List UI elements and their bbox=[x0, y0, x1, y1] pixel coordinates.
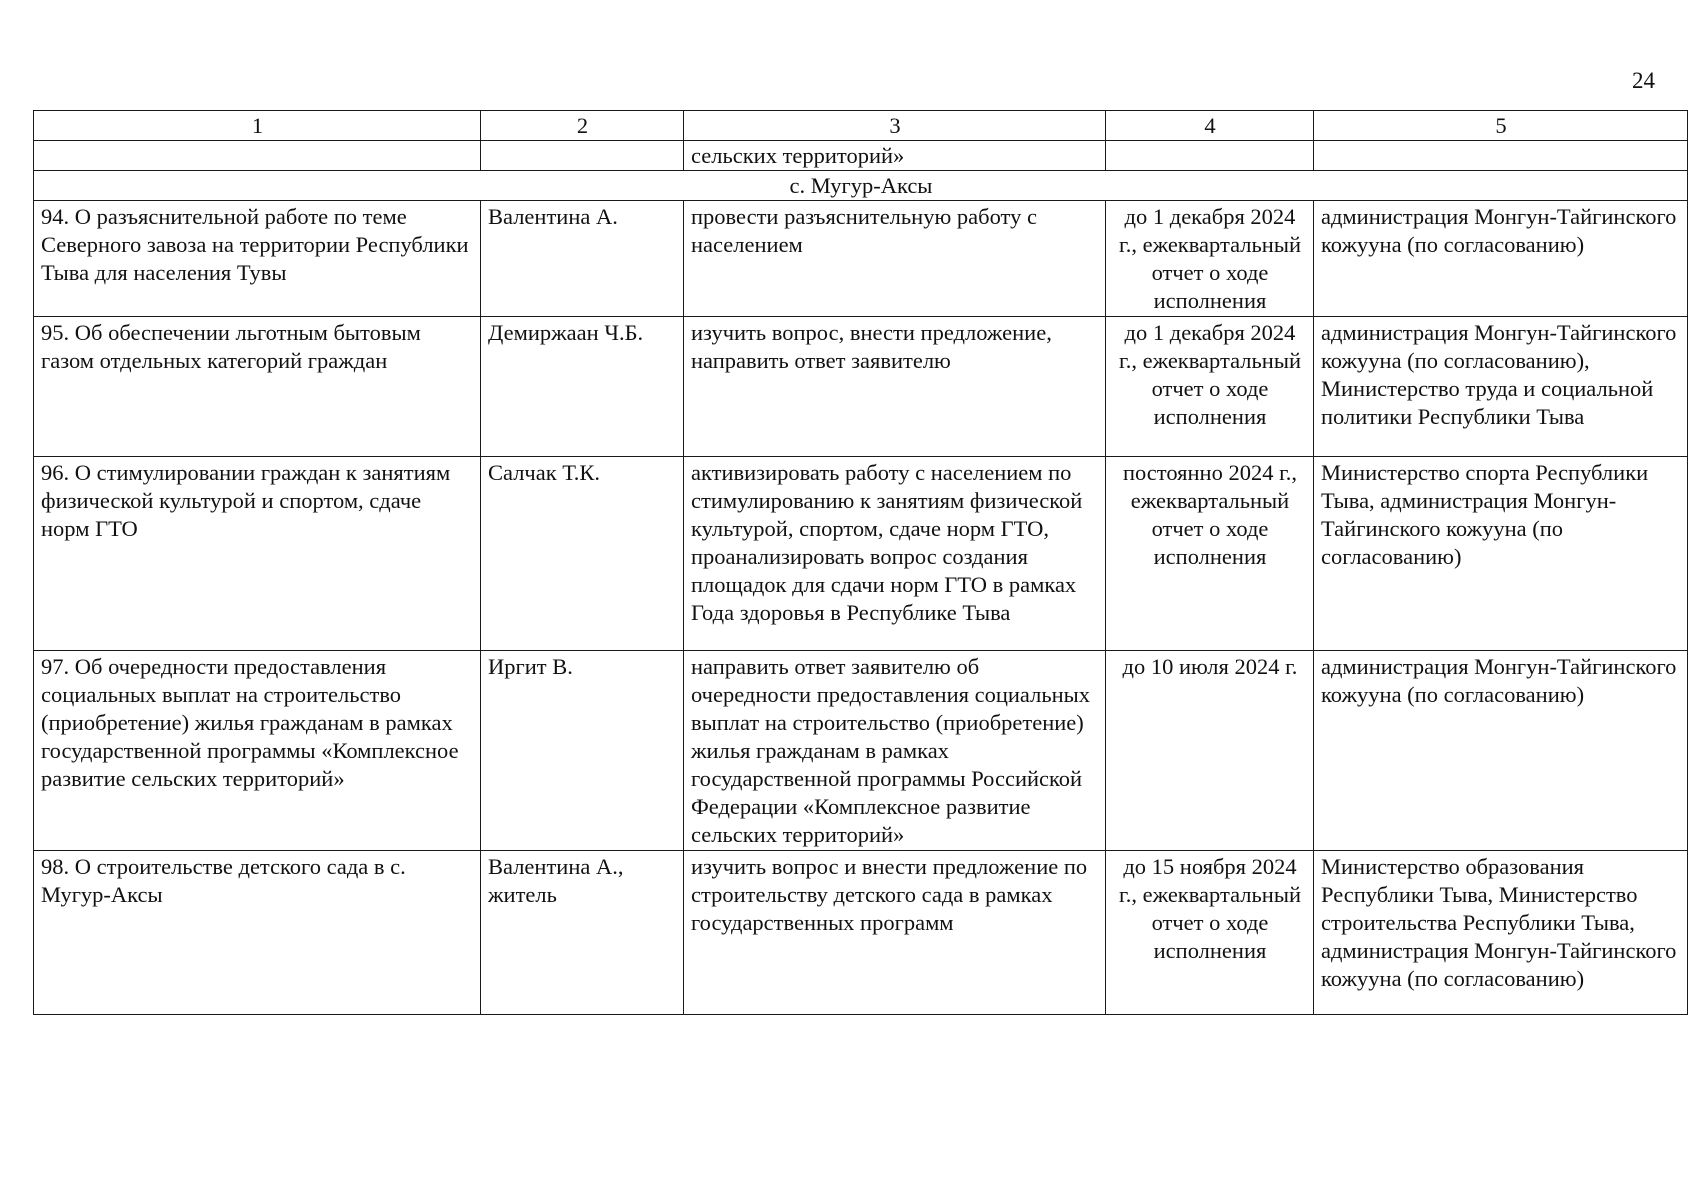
issue-cell: 94. О разъяснительной работе по теме Северного завоза на территории Республики Тыва для населения Тувы bbox=[34, 201, 481, 317]
issue-cell: 98. О строительстве детского сада в с. Мугур-Аксы bbox=[34, 851, 481, 1015]
decisions-table bbox=[33, 110, 1688, 1015]
continuation-cell-issue bbox=[34, 141, 481, 171]
responsible-cell: Министерство спорта Республики Тыва, администрация Монгун-Тайгинского кожууна (по согласованию) bbox=[1314, 457, 1688, 651]
continuation-text: сельских территорий» bbox=[684, 141, 1106, 171]
table-row bbox=[34, 317, 1688, 457]
responsible-cell: Министерство образования Республики Тыва, Министерство строительства Республики Тыва, администрация Монгун-Тайгинского кожууна (по согласованию) bbox=[1314, 851, 1688, 1015]
deadline-cell: до 1 декабря 2024 г., ежеквартальный отчет о ходе исполнения bbox=[1106, 317, 1314, 457]
continuation-cell-deadline bbox=[1106, 141, 1314, 171]
issue-cell: 95. Об обеспечении льготным бытовым газом отдельных категорий граждан bbox=[34, 317, 481, 457]
deadline-cell: постоянно 2024 г., ежеквартальный отчет о ходе исполнения bbox=[1106, 457, 1314, 651]
table-row bbox=[34, 457, 1688, 651]
column-number-1: 1 bbox=[34, 111, 481, 141]
column-number-3: 3 bbox=[684, 111, 1106, 141]
action-cell: изучить вопрос и внести предложение по строительству детского сада в рамках государственных программ bbox=[684, 851, 1106, 1015]
responsible-cell: администрация Монгун-Тайгинского кожууна (по согласованию), Министерство труда и социальной политики Республики Тыва bbox=[1314, 317, 1688, 457]
deadline-cell: до 10 июля 2024 г. bbox=[1106, 651, 1314, 851]
action-cell: провести разъяснительную работу с населением bbox=[684, 201, 1106, 317]
action-cell: изучить вопрос, внести предложение, направить ответ заявителю bbox=[684, 317, 1106, 457]
deadline-cell: до 1 декабря 2024 г., ежеквартальный отчет о ходе исполнения bbox=[1106, 201, 1314, 317]
applicant-cell: Демиржаан Ч.Б. bbox=[481, 317, 684, 457]
continuation-cell-responsible bbox=[1314, 141, 1688, 171]
deadline-cell: до 15 ноября 2024 г., ежеквартальный отчет о ходе исполнения bbox=[1106, 851, 1314, 1015]
applicant-cell: Валентина А. bbox=[481, 201, 684, 317]
action-cell: направить ответ заявителю об очередности предоставления социальных выплат на строительство (приобретение) жилья гражданам в рамках государственной программы Российской Федерации «Комплексное развитие сельских территорий» bbox=[684, 651, 1106, 851]
continuation-cell-applicant bbox=[481, 141, 684, 171]
location-row bbox=[34, 171, 1688, 201]
responsible-cell: администрация Монгун-Тайгинского кожууна (по согласованию) bbox=[1314, 201, 1688, 317]
column-number-4: 4 bbox=[1106, 111, 1314, 141]
issue-cell: 97. Об очередности предоставления социальных выплат на строительство (приобретение) жилья гражданам в рамках государственной программы «Комплексное развитие сельских территорий» bbox=[34, 651, 481, 851]
column-number-5: 5 bbox=[1314, 111, 1688, 141]
column-number-2: 2 bbox=[481, 111, 684, 141]
table-row bbox=[34, 851, 1688, 1015]
continuation-row bbox=[34, 141, 1688, 171]
page-number: 24 bbox=[1632, 68, 1655, 93]
issue-cell: 96. О стимулировании граждан к занятиям физической культурой и спортом, сдаче норм ГТО bbox=[34, 457, 481, 651]
location-heading: с. Мугур-Аксы bbox=[34, 171, 1688, 201]
applicant-cell: Салчак Т.К. bbox=[481, 457, 684, 651]
applicant-cell: Иргит В. bbox=[481, 651, 684, 851]
table-row bbox=[34, 201, 1688, 317]
column-number-header-row bbox=[34, 111, 1688, 141]
table-row bbox=[34, 651, 1688, 851]
action-cell: активизировать работу с населением по стимулированию к занятиям физической культурой, спортом, сдаче норм ГТО, проанализировать вопрос создания площадок для сдачи норм ГТО в рамках Года здоровья в Республике Тыва bbox=[684, 457, 1106, 651]
responsible-cell: администрация Монгун-Тайгинского кожууна (по согласованию) bbox=[1314, 651, 1688, 851]
applicant-cell: Валентина А., житель bbox=[481, 851, 684, 1015]
